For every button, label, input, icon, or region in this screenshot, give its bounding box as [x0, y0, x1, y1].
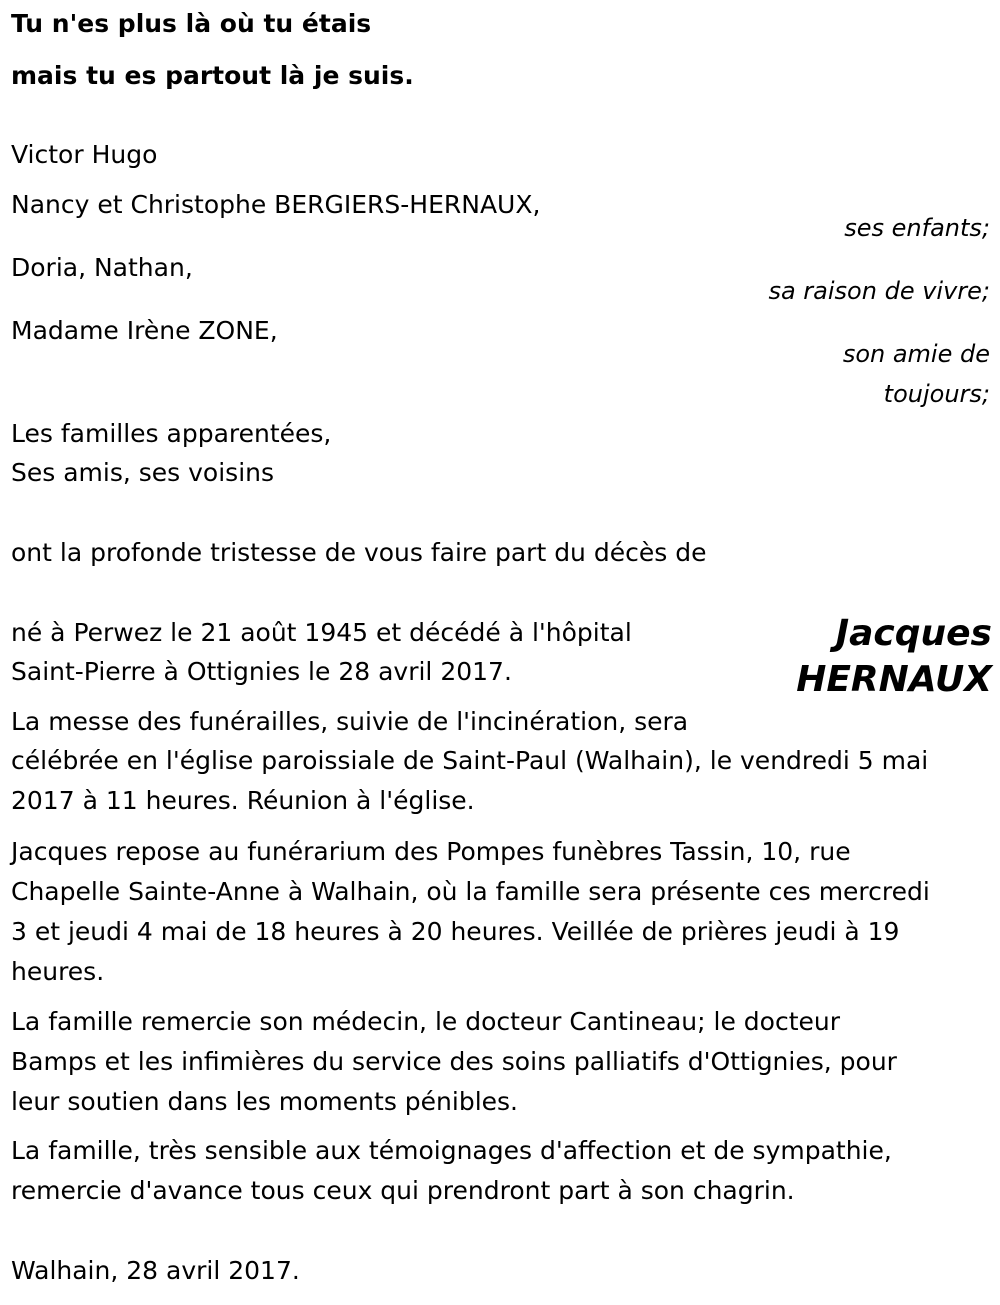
mourner-name-friend: Madame Irène ZONE, [11, 316, 278, 345]
signoff-place-date: Walhain, 28 avril 2017. [11, 1256, 300, 1285]
families-line-2: Ses amis, ses voisins [11, 458, 275, 487]
deceased-last-name: HERNAUX [796, 659, 992, 700]
thanks-doctor-line-1: La famille remercie son médecin, le docteur Cantineau; le docteur [11, 1007, 841, 1036]
thanks-doctor-line-2: Bamps et les infimières du service des soins palliatifs d'Ottignies, pour [11, 1047, 897, 1076]
mourner-role-children: ses enfants; [844, 214, 990, 242]
mourner-role-grandchildren: sa raison de vivre; [768, 277, 990, 305]
mourner-role-friend-line-1: son amie de [842, 340, 990, 368]
funeral-line-3: 2017 à 11 heures. Réunion à l'église. [11, 786, 475, 815]
poem-author: Victor Hugo [11, 140, 158, 169]
poem-line-1: Tu n'es plus là où tu étais [11, 9, 372, 38]
repose-line-3: 3 et jeudi 4 mai de 18 heures à 20 heures. Veillée de prières jeudi à 19 [11, 917, 900, 946]
repose-line-4: heures. [11, 957, 105, 986]
mourner-name-grandchildren: Doria, Nathan, [11, 253, 193, 282]
families-line-1: Les familles apparentées, [11, 419, 332, 448]
thanks-all-line-2: remercie d'avance tous ceux qui prendront part à son chagrin. [11, 1176, 795, 1205]
repose-line-2: Chapelle Sainte-Anne à Walhain, où la famille sera présente ces mercredi [11, 877, 930, 906]
repose-line-1: Jacques repose au funérarium des Pompes funèbres Tassin, 10, rue [11, 837, 851, 866]
funeral-line-1: La messe des funérailles, suivie de l'incinération, sera [11, 707, 689, 736]
announcement-text: ont la profonde tristesse de vous faire part du décès de [11, 538, 707, 567]
birth-death-line-1: né à Perwez le 21 août 1945 et décédé à l'hôpital [11, 618, 632, 647]
thanks-doctor-line-3: leur soutien dans les moments pénibles. [11, 1087, 518, 1116]
mourner-role-friend-line-2: toujours; [883, 380, 990, 408]
mourner-name-children: Nancy et Christophe BERGIERS-HERNAUX, [11, 190, 541, 219]
poem-line-2: mais tu es partout là je suis. [11, 61, 414, 90]
birth-death-line-2: Saint-Pierre à Ottignies le 28 avril 2017. [11, 657, 512, 686]
funeral-line-2: célébrée en l'église paroissiale de Saint-Paul (Walhain), le vendredi 5 mai [11, 746, 929, 775]
deceased-first-name: Jacques [835, 613, 992, 654]
thanks-all-line-1: La famille, très sensible aux témoignages d'affection et de sympathie, [11, 1136, 892, 1165]
